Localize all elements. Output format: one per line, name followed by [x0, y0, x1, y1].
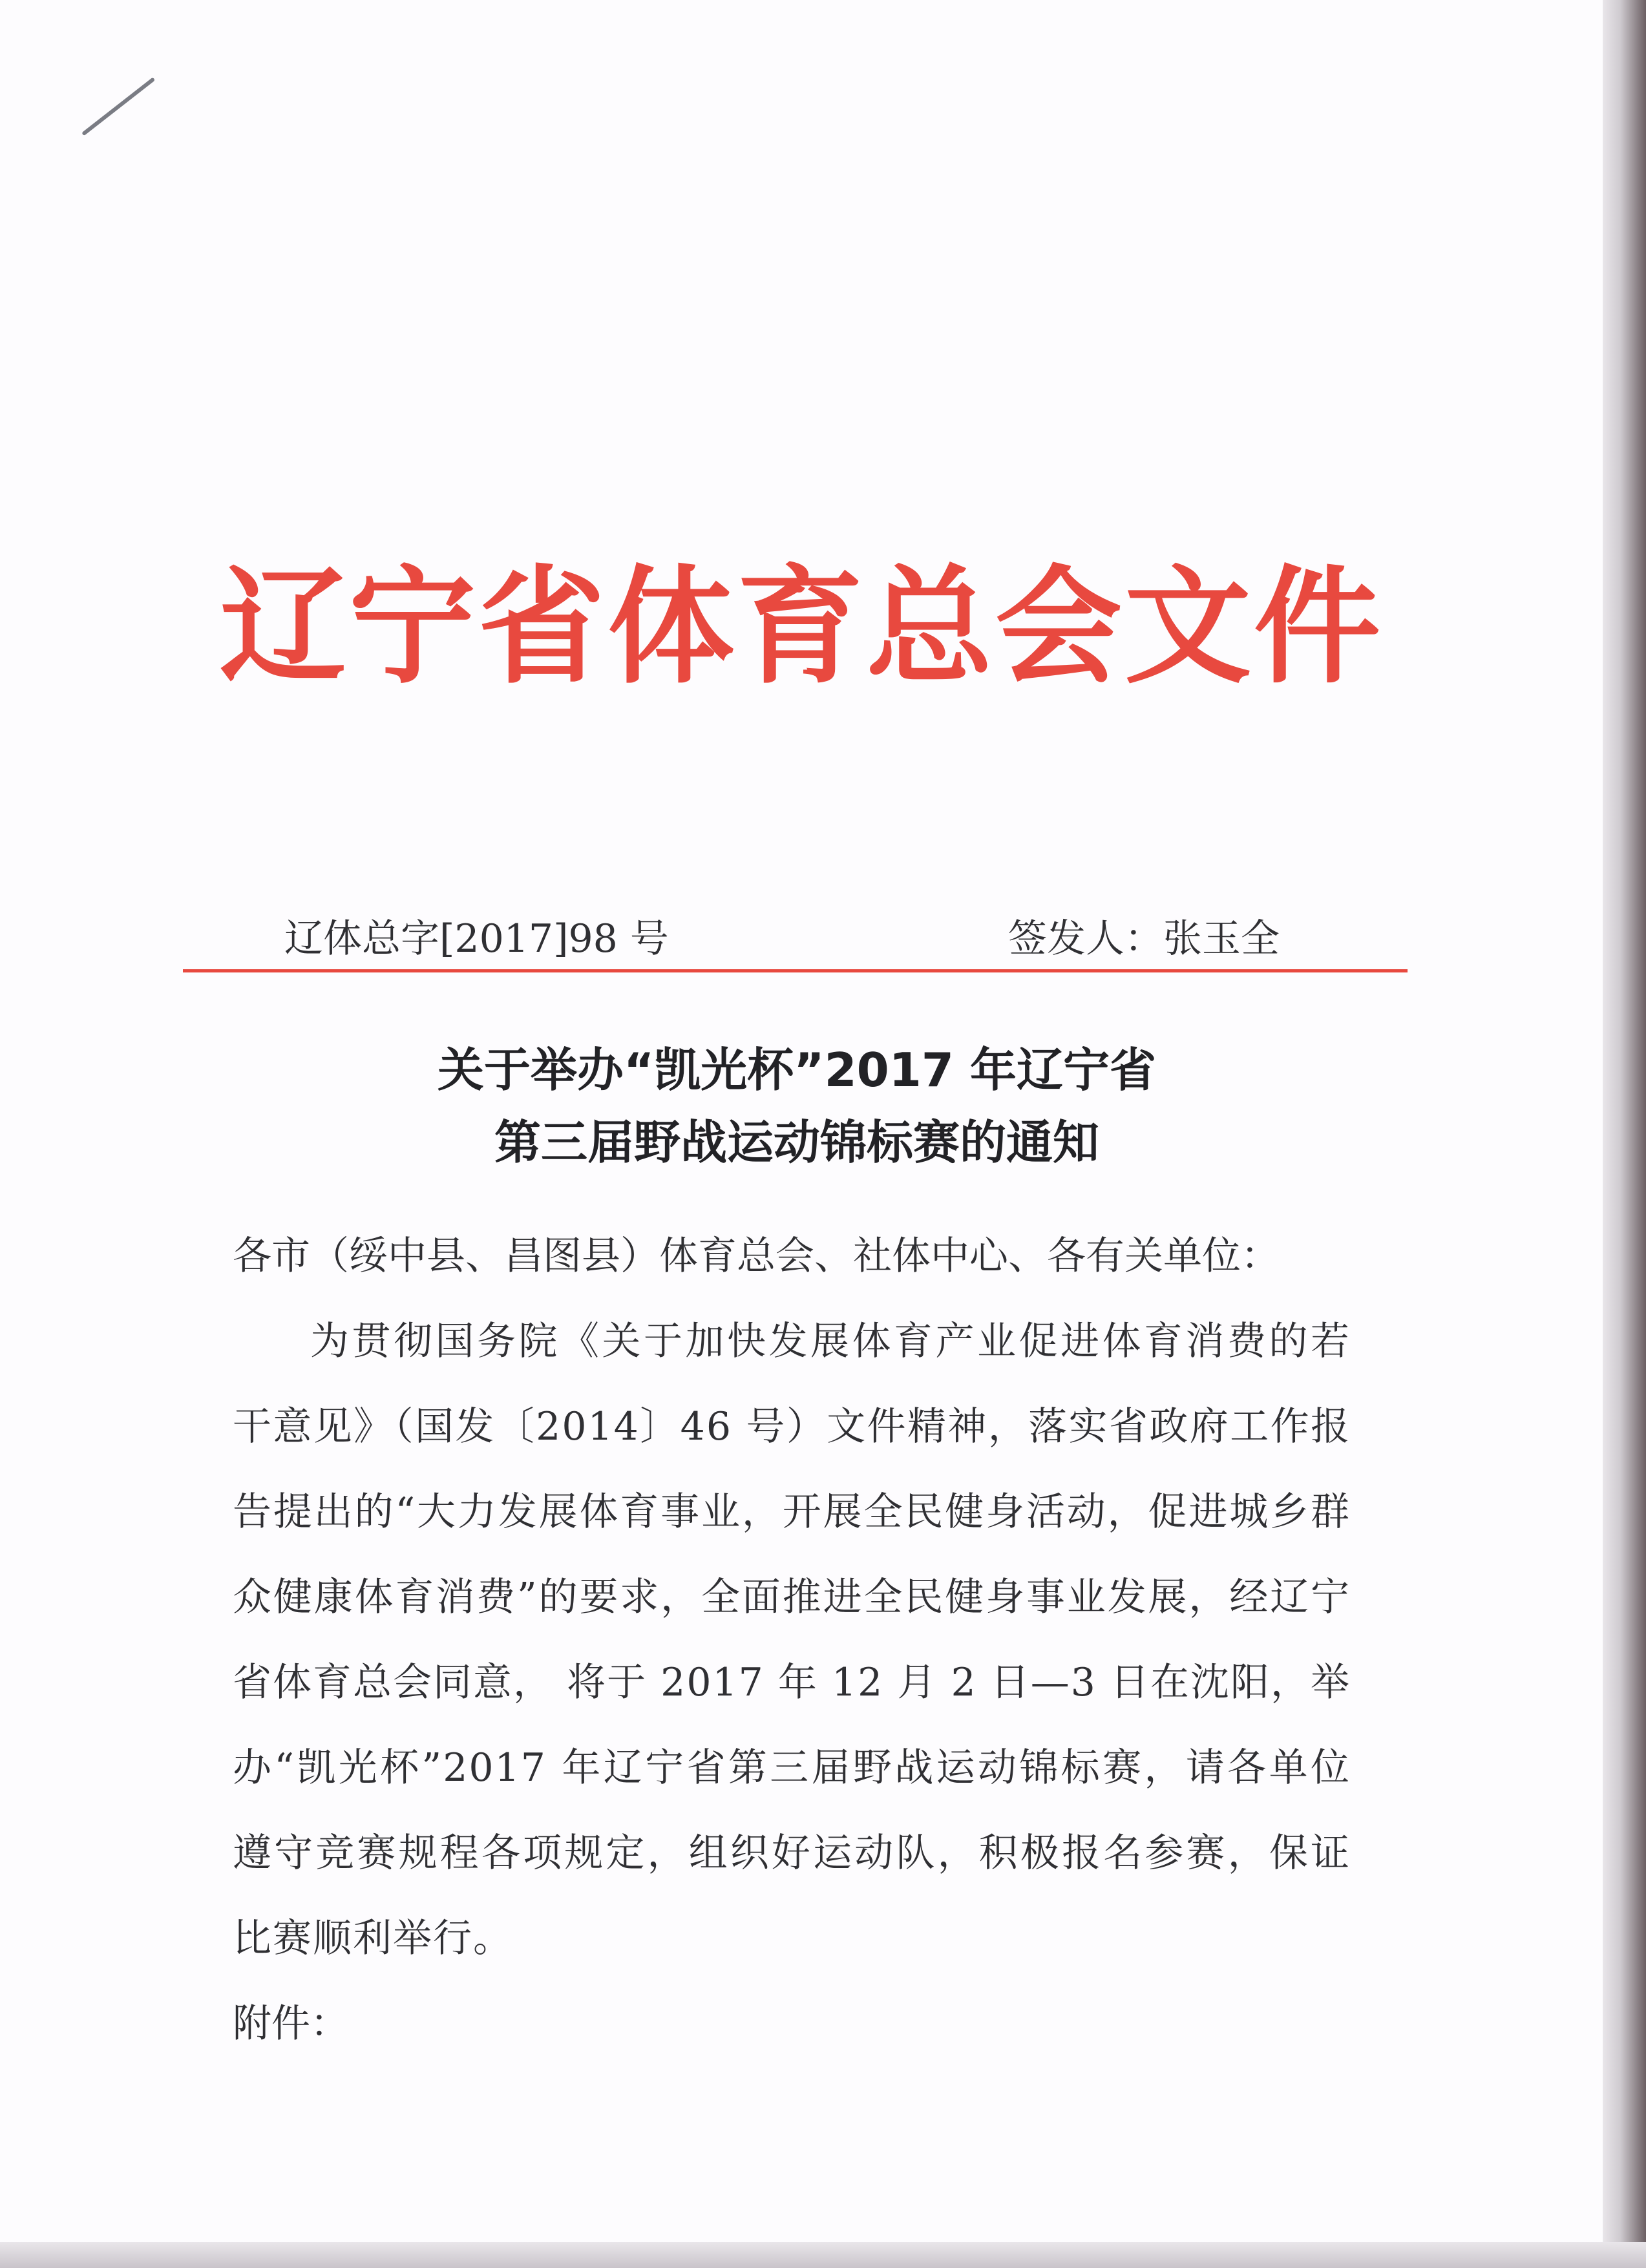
masthead: 辽宁省体育总会文件: [220, 552, 1384, 701]
red-divider-rule: [183, 969, 1408, 972]
page-edge-shadow: [1603, 0, 1646, 2268]
notice-title: [183, 1034, 1411, 1179]
attachment-label: 附件：: [233, 2001, 349, 2046]
document-number: 辽体总字[2017]98 号: [284, 916, 669, 961]
body-paragraph: 为贯彻国务院《关于加快发展体育产业促进体育消费的若干意见》（国发〔2014〕46 号）文件精神，落实省政府工作报告提出的“大力发展体育事业，开展全民健身活动，促进城乡群众健康体育消费”的要求，全面推进全民健身事业发展，经辽宁省体育总会同意， 将于 2017 年 12 月 2 日—3 日在沈阳，举办“凯光杯”2017 年辽宁省第三届野战运动锦标赛，请各单位遵守竞赛规程各项规定，组织好运动队，积极报名参赛，保证比赛顺利举行。: [233, 1319, 1351, 1961]
salutation: 各市（绥中县、昌图县）体育总会、社体中心、各有关单位：: [233, 1234, 1280, 1279]
issuer-signatory: 签发人：张玉全: [1008, 916, 1280, 961]
pen-stroke-mark: [81, 77, 155, 136]
title-line-1: 关于举办“凯光杯”2017 年辽宁省: [437, 1043, 1157, 1097]
notice-body: [233, 1213, 1351, 2066]
scanner-bottom-edge: [0, 2242, 1646, 2268]
title-line-2: 第三届野战运动锦标赛的通知: [494, 1115, 1099, 1170]
